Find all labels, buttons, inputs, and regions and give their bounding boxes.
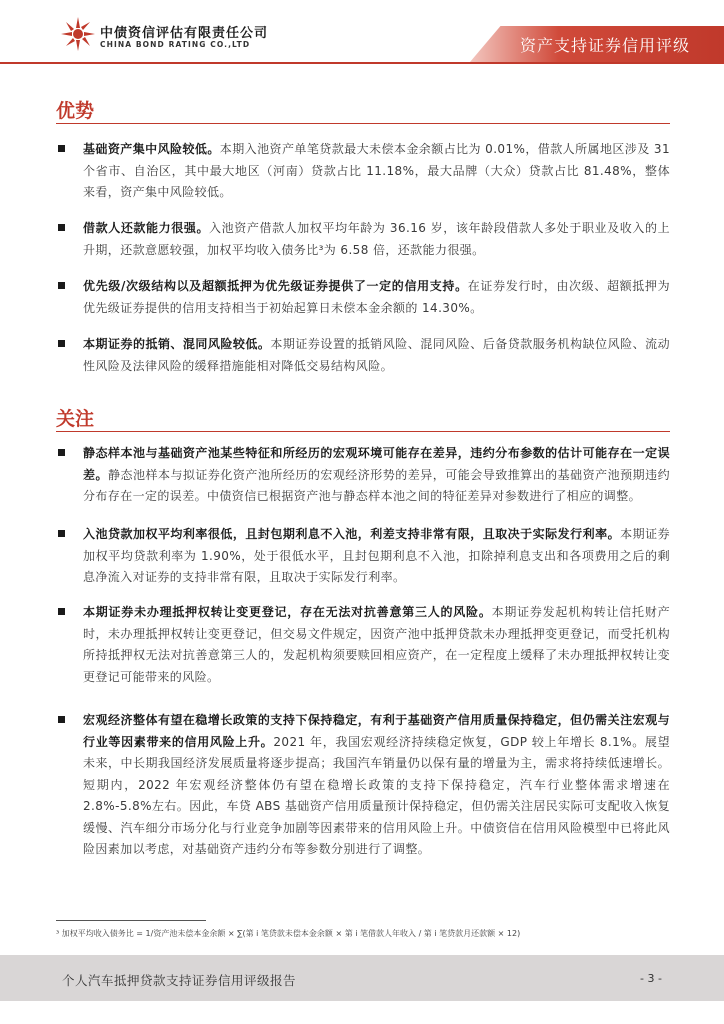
list-item bbox=[58, 443, 670, 508]
item-lead: 借款人还款能力很强。 bbox=[83, 221, 210, 235]
bullet-icon bbox=[58, 716, 65, 723]
bullet-icon bbox=[58, 340, 65, 347]
item-body: 入池资产借款人加权平均年龄为 36.16 岁，该年龄段借款人多处于职业及收入的上升期，还款意愿较强，加权平均收入债务比³为 6.58 倍，还款能力很强。 bbox=[83, 221, 670, 257]
section-title-strengths: 优势 bbox=[56, 100, 95, 122]
company-logo-icon bbox=[60, 16, 96, 52]
section-title-concerns: 关注 bbox=[56, 408, 95, 430]
footer-report-title: 个人汽车抵押贷款支持证券信用评级报告 bbox=[62, 973, 297, 988]
list-item bbox=[58, 602, 670, 688]
item-lead: 入池贷款加权平均利率很低，且封包期利息不入池，利差支持非常有限，且取决于实际发行利率。 bbox=[83, 527, 621, 541]
footnote-divider bbox=[56, 920, 206, 921]
item-lead: 本期证券的抵销、混同风险较低。 bbox=[83, 337, 271, 351]
list-item bbox=[58, 710, 670, 861]
list-item bbox=[58, 139, 670, 204]
list-item bbox=[58, 524, 670, 589]
item-body: 2021 年，我国宏观经济持续稳定恢复，GDP 较上年增长 8.1%。展望未来，中长期我国经济发展质量将逐步提高；我国汽车销量仍以保有量的增量为主，需求将持续低速增长。短期内，2022 年宏观经济整体仍有望在稳增长政策的支持下保持稳定，汽车行业整体需求增速在 2.8%-5.8%左右。因此，车贷 ABS 基础资产信用质量预计保持稳定，但仍需关注居民实际可支配收入恢复缓慢、汽车细分市场分化与行业竞争加剧等因素带来的信用风险上升。中债资信在信用风险模型中已将此风险因素加以考虑，对基础资产违约分布等参数分别进行了调整。 bbox=[83, 734, 670, 856]
list-item bbox=[58, 218, 670, 261]
item-lead: 宏观经济整体有望在稳增长政策的支持下保持稳定，有利于基础资产信用质量保持稳定，但仍需关注宏观与行业等因素带来的信用风险上升。 bbox=[83, 713, 670, 749]
company-name-en: CHINA BOND RATING CO.,LTD bbox=[100, 40, 251, 49]
item-lead: 本期证券未办理抵押权转让变更登记，存在无法对抗善意第三人的风险。 bbox=[83, 605, 492, 619]
item-lead: 静态样本池与基础资产池某些特征和所经历的宏观环境可能存在差异，违约分布参数的估计可能存在一定误差。 bbox=[83, 446, 670, 482]
list-item bbox=[58, 276, 670, 319]
bullet-icon bbox=[58, 224, 65, 231]
header-banner-text: 资产支持证券信用评级 bbox=[520, 36, 691, 55]
item-body: 本期证券设置的抵销风险、混同风险、后备贷款服务机构缺位风险、流动性风险及法律风险的缓释措施能相对降低交易结构风险。 bbox=[83, 337, 670, 373]
footnote: ³ 加权平均收入债务比 = 1/资产池未偿本金余额 × ∑(第 i 笔贷款未偿本金余额 × 第 i 笔借款人年收入 / 第 i 笔贷款月还款额 × 12) bbox=[56, 929, 521, 938]
item-lead: 基础资产集中风险较低。 bbox=[83, 142, 220, 156]
bullet-icon bbox=[58, 530, 65, 537]
company-name-cn: 中债资信评估有限责任公司 bbox=[100, 26, 269, 41]
page-header bbox=[0, 0, 724, 64]
item-lead: 优先级/次级结构以及超额抵押为优先级证券提供了一定的信用支持。 bbox=[83, 279, 468, 293]
section-divider bbox=[56, 431, 670, 432]
bullet-icon bbox=[58, 145, 65, 152]
item-body: 本期入池资产单笔贷款最大未偿本金余额占比为 0.01%，借款人所属地区涉及 31 个省市、自治区，其中最大地区（河南）贷款占比 11.18%，最大品牌（大众）贷款占比 81.48%，整体来看，资产集中风险较低。 bbox=[83, 142, 670, 199]
item-body: 本期证券发起机构转让信托财产时，未办理抵押权转让变更登记，但交易文件规定，因资产池中抵押贷款未办理抵押变更登记，而受托机构所持抵押权无法对抗善意第三人的，发起机构须要赎回相应资产，在一定程度上缓释了未办理抵押权转让变更登记可能带来的风险。 bbox=[83, 605, 670, 684]
item-body: 本期证券加权平均贷款利率为 1.90%，处于很低水平，且封包期利息不入池，扣除掉利息支出和各项费用之后的剩息净流入对证券的支持非常有限，且取决于实际发行利率。 bbox=[83, 527, 670, 584]
item-body: 静态池样本与拟证券化资产池所经历的宏观经济形势的差异，可能会导致推算出的基础资产池预期违约分布存在一定的误差。中债资信已根据资产池与静态样本池之间的特征差异对参数进行了相应的调整。 bbox=[83, 467, 670, 503]
bullet-icon bbox=[58, 282, 65, 289]
list-item bbox=[58, 334, 670, 377]
header-divider bbox=[0, 62, 724, 64]
bullet-icon bbox=[58, 608, 65, 615]
section-divider bbox=[56, 123, 670, 124]
item-body: 在证券发行时，由次级、超额抵押为优先级证券提供的信用支持相当于初始起算日未偿本金余额的 14.30%。 bbox=[83, 279, 670, 315]
page-number: - 3 - bbox=[640, 972, 662, 985]
bullet-icon bbox=[58, 449, 65, 456]
